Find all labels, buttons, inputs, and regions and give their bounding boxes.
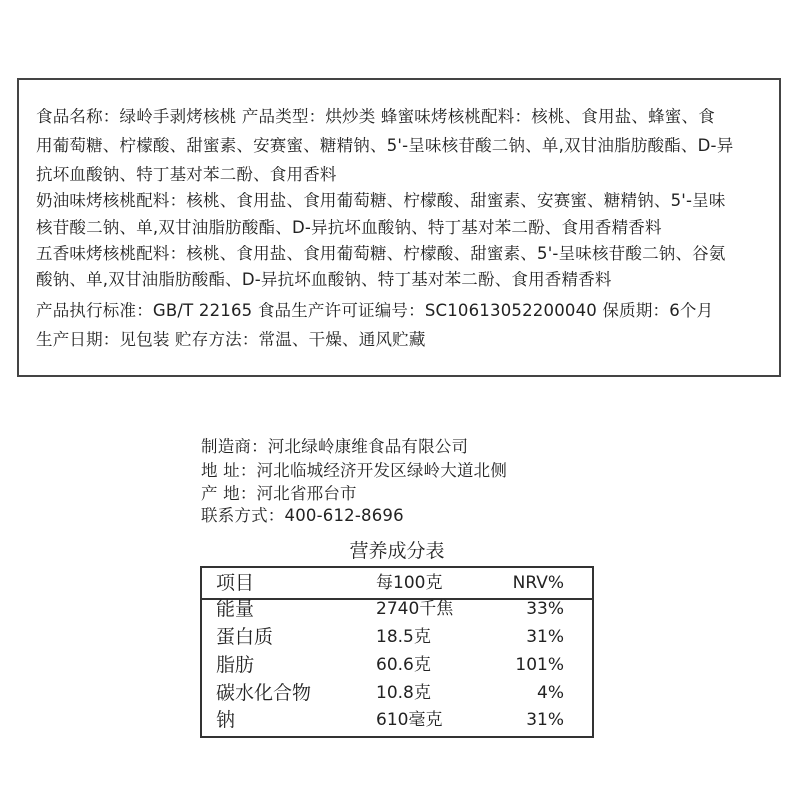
header-per100g: 每100克 (376, 573, 443, 593)
info-line: 核苷酸二钠、单,双甘油脂肪酸酯、D-异抗坏血酸钠、特丁基对苯二酚、食用香精香料 (36, 218, 662, 237)
row-amount: 18.5克 (376, 627, 431, 647)
row-name: 钠 (216, 709, 236, 731)
info-line: 产品执行标准：GB/T 22165 食品生产许可证编号：SC10613052200040 保质期：6个月 (36, 301, 714, 320)
row-nrv: 31% (526, 710, 564, 730)
manufacturer: 制造商：河北绿岭康维食品有限公司 (201, 437, 469, 456)
info-line: 奶油味烤核桃配料：核桃、食用盐、食用葡萄糖、柠檬酸、甜蜜素、安赛蜜、糖精钠、5'-呈味 (36, 191, 726, 210)
info-line: 食品名称：绿岭手剥烤核桃 产品类型：烘炒类 蜂蜜味烤核桃配料：核桃、食用盐、蜂蜜、食 (36, 107, 715, 126)
info-line: 抗坏血酸钠、特丁基对苯二酚、食用香料 (36, 165, 337, 184)
origin: 产 地：河北省邢台市 (201, 484, 357, 503)
row-amount: 10.8克 (376, 683, 431, 703)
row-amount: 60.6克 (376, 655, 431, 675)
row-amount: 2740千焦 (376, 599, 454, 619)
row-name: 脂肪 (216, 654, 255, 676)
nutrition-table (200, 566, 594, 738)
row-nrv: 4% (537, 683, 564, 703)
row-name: 蛋白质 (216, 626, 274, 648)
address: 地 址：河北临城经济开发区绿岭大道北侧 (201, 461, 508, 480)
row-nrv: 31% (526, 627, 564, 647)
nutrition-title: 营养成分表 (349, 540, 445, 562)
info-line: 五香味烤核桃配料：核桃、食用盐、食用葡萄糖、柠檬酸、甜蜜素、5'-呈味核苷酸二钠、谷氨 (36, 244, 726, 263)
header-nrv: NRV% (512, 573, 564, 593)
row-nrv: 33% (526, 599, 564, 619)
contact: 联系方式：400-612-8696 (201, 506, 404, 525)
info-line: 用葡萄糖、柠檬酸、甜蜜素、安赛蜜、糖精钠、5'-呈味核苷酸二钠、单,双甘油脂肪酸酯、D-异 (36, 136, 734, 155)
row-name: 碳水化合物 (216, 682, 312, 704)
row-nrv: 101% (515, 655, 564, 675)
info-line: 生产日期：见包装 贮存方法：常温、干燥、通风贮藏 (36, 330, 426, 349)
header-item: 项目 (216, 572, 255, 594)
info-line: 酸钠、单,双甘油脂肪酸酯、D-异抗坏血酸钠、特丁基对苯二酚、食用香精香料 (36, 270, 612, 289)
row-name: 能量 (216, 598, 255, 620)
row-amount: 610毫克 (376, 710, 443, 730)
